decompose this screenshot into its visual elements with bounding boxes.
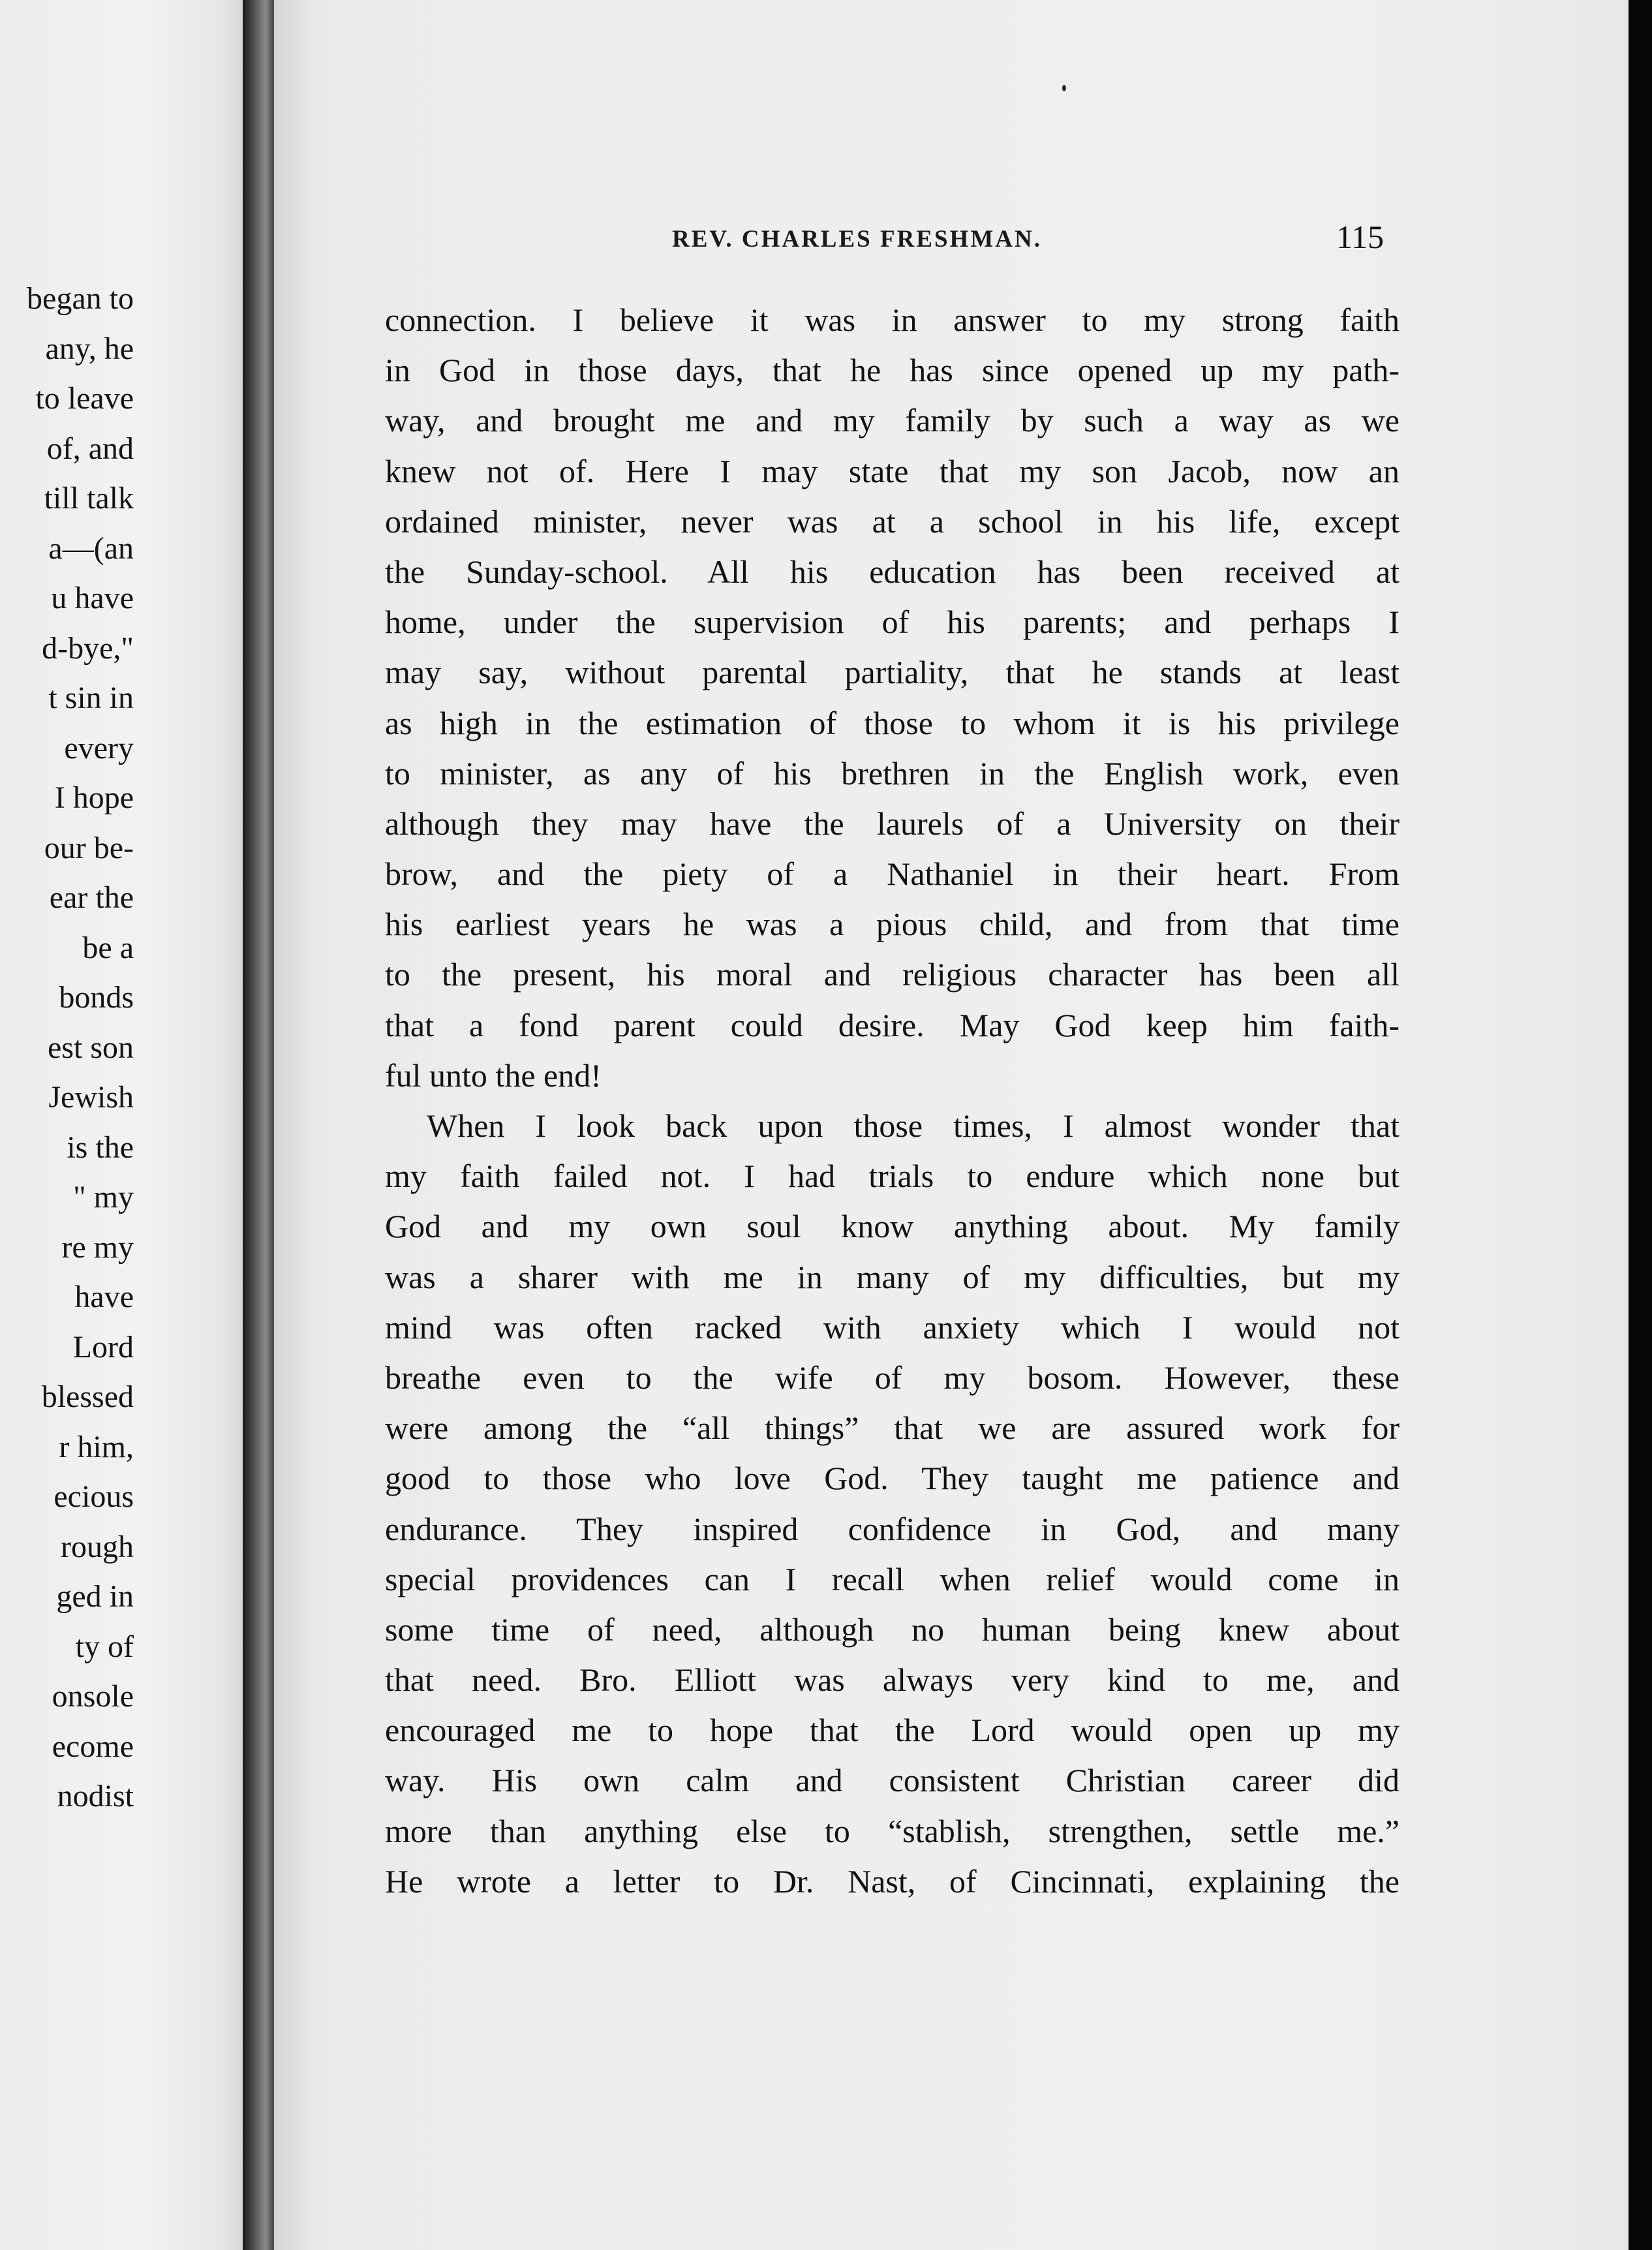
page-edge-shadow [1629, 0, 1652, 2250]
left-page-line: ged in [56, 1579, 134, 1614]
left-page-line: d-bye," [42, 630, 134, 666]
left-page-line: onsole [52, 1679, 134, 1714]
left-page-line: ecome [52, 1729, 134, 1764]
left-page-line: u have [51, 581, 134, 615]
left-page-line: be a [82, 930, 134, 965]
left-page-line: began to [27, 281, 134, 316]
left-page-line: t sin in [48, 681, 134, 715]
left-page-line: Lord [72, 1329, 134, 1364]
left-page-line: any, he [45, 331, 134, 366]
left-page-line: ty of [75, 1629, 134, 1664]
left-page-line: of, and [46, 431, 134, 466]
text-line: He wrote a letter to Dr. Nast, of Cincinnati, explaining the [385, 1862, 1400, 1900]
left-page-line: est son [48, 1030, 134, 1065]
left-page-line: re my [61, 1229, 134, 1265]
left-page-line: nodist [57, 1779, 134, 1813]
text-line: were among the “all things” that we are assured work for [385, 1410, 1400, 1447]
text-line: way. His own calm and consistent Christian career did [385, 1762, 1400, 1799]
text-line: in God in those days, that he has since opened up my path- [385, 352, 1400, 389]
left-page-text-fragments [0, 274, 134, 1822]
text-line: knew not of. Here I may state that my son Jacob, now an [385, 452, 1400, 489]
text-line: home, under the supervision of his parents; and perhaps I [385, 604, 1400, 641]
left-page-line: have [74, 1280, 134, 1314]
text-line: although they may have the laurels of a University on their [385, 805, 1400, 842]
left-page-line: bonds [59, 980, 134, 1015]
left-page [0, 0, 258, 2250]
left-page-line: " my [73, 1180, 134, 1214]
text-line: my faith failed not. I had trials to endure which none but [385, 1158, 1400, 1195]
text-line: to the present, his moral and religious character has been all [385, 956, 1400, 993]
text-line: ordained minister, never was at a school in his life, except [385, 502, 1400, 540]
left-page-line: blessed [41, 1379, 134, 1414]
left-page-line: I hope [54, 780, 134, 815]
text-line: the Sunday-school. All his education has been received at [385, 553, 1400, 590]
text-line: may say, without parental partiality, that he stands at least [385, 654, 1400, 691]
text-line: good to those who love God. They taught me patience and [385, 1460, 1400, 1497]
text-line: as high in the estimation of those to whom it is his privilege [385, 704, 1400, 741]
text-line: to minister, as any of his brethren in the English work, even [385, 754, 1400, 792]
left-page-line: a—(an [48, 531, 134, 566]
running-head: REV. CHARLES FRESHMAN. [672, 226, 1042, 253]
text-line: more than anything else to “stablish, strengthen, settle me.” [385, 1812, 1400, 1849]
text-line: endurance. They inspired confidence in God, and many [385, 1510, 1400, 1547]
text-line: connection. I believe it was in answer to my strong faith [385, 301, 1400, 338]
scan-speck [1062, 85, 1066, 91]
text-line: brow, and the piety of a Nathaniel in their heart. From [385, 855, 1400, 893]
left-page-line: Jewish [48, 1080, 134, 1115]
left-page-line: is the [67, 1130, 134, 1165]
left-page-line: r him, [59, 1429, 134, 1464]
left-page-line: ear the [49, 880, 134, 915]
text-line: way, and brought me and my family by such a way as we [385, 402, 1400, 439]
body-text [385, 295, 1400, 1907]
text-line: When I look back upon those times, I almost wonder that [427, 1107, 1400, 1144]
text-line: encouraged me to hope that the Lord would open up my [385, 1712, 1400, 1749]
book-gutter [243, 0, 275, 2250]
left-page-line: ecious [54, 1479, 134, 1514]
text-line: ful unto the end! [385, 1056, 602, 1094]
text-line: was a sharer with me in many of my difficulties, but my [385, 1258, 1400, 1295]
text-line: that need. Bro. Elliott was always very kind to me, and [385, 1661, 1400, 1699]
left-page-line: to leave [35, 381, 134, 416]
left-page-line: every [64, 730, 134, 765]
text-line: breathe even to the wife of my bosom. However, these [385, 1359, 1400, 1396]
left-page-line: rough [61, 1529, 134, 1564]
text-line: his earliest years he was a pious child, and from that time [385, 906, 1400, 943]
text-line: some time of need, although no human being knew about [385, 1610, 1400, 1648]
text-line: that a fond parent could desire. May God keep him faith- [385, 1006, 1400, 1043]
text-line: God and my own soul know anything about. My family [385, 1208, 1400, 1245]
text-line: mind was often racked with anxiety which I would not [385, 1308, 1400, 1346]
text-line: special providences can I recall when relief would come in [385, 1560, 1400, 1597]
page-number: 115 [1336, 219, 1384, 255]
left-page-line: till talk [44, 481, 134, 516]
left-page-line: our be- [44, 830, 134, 865]
